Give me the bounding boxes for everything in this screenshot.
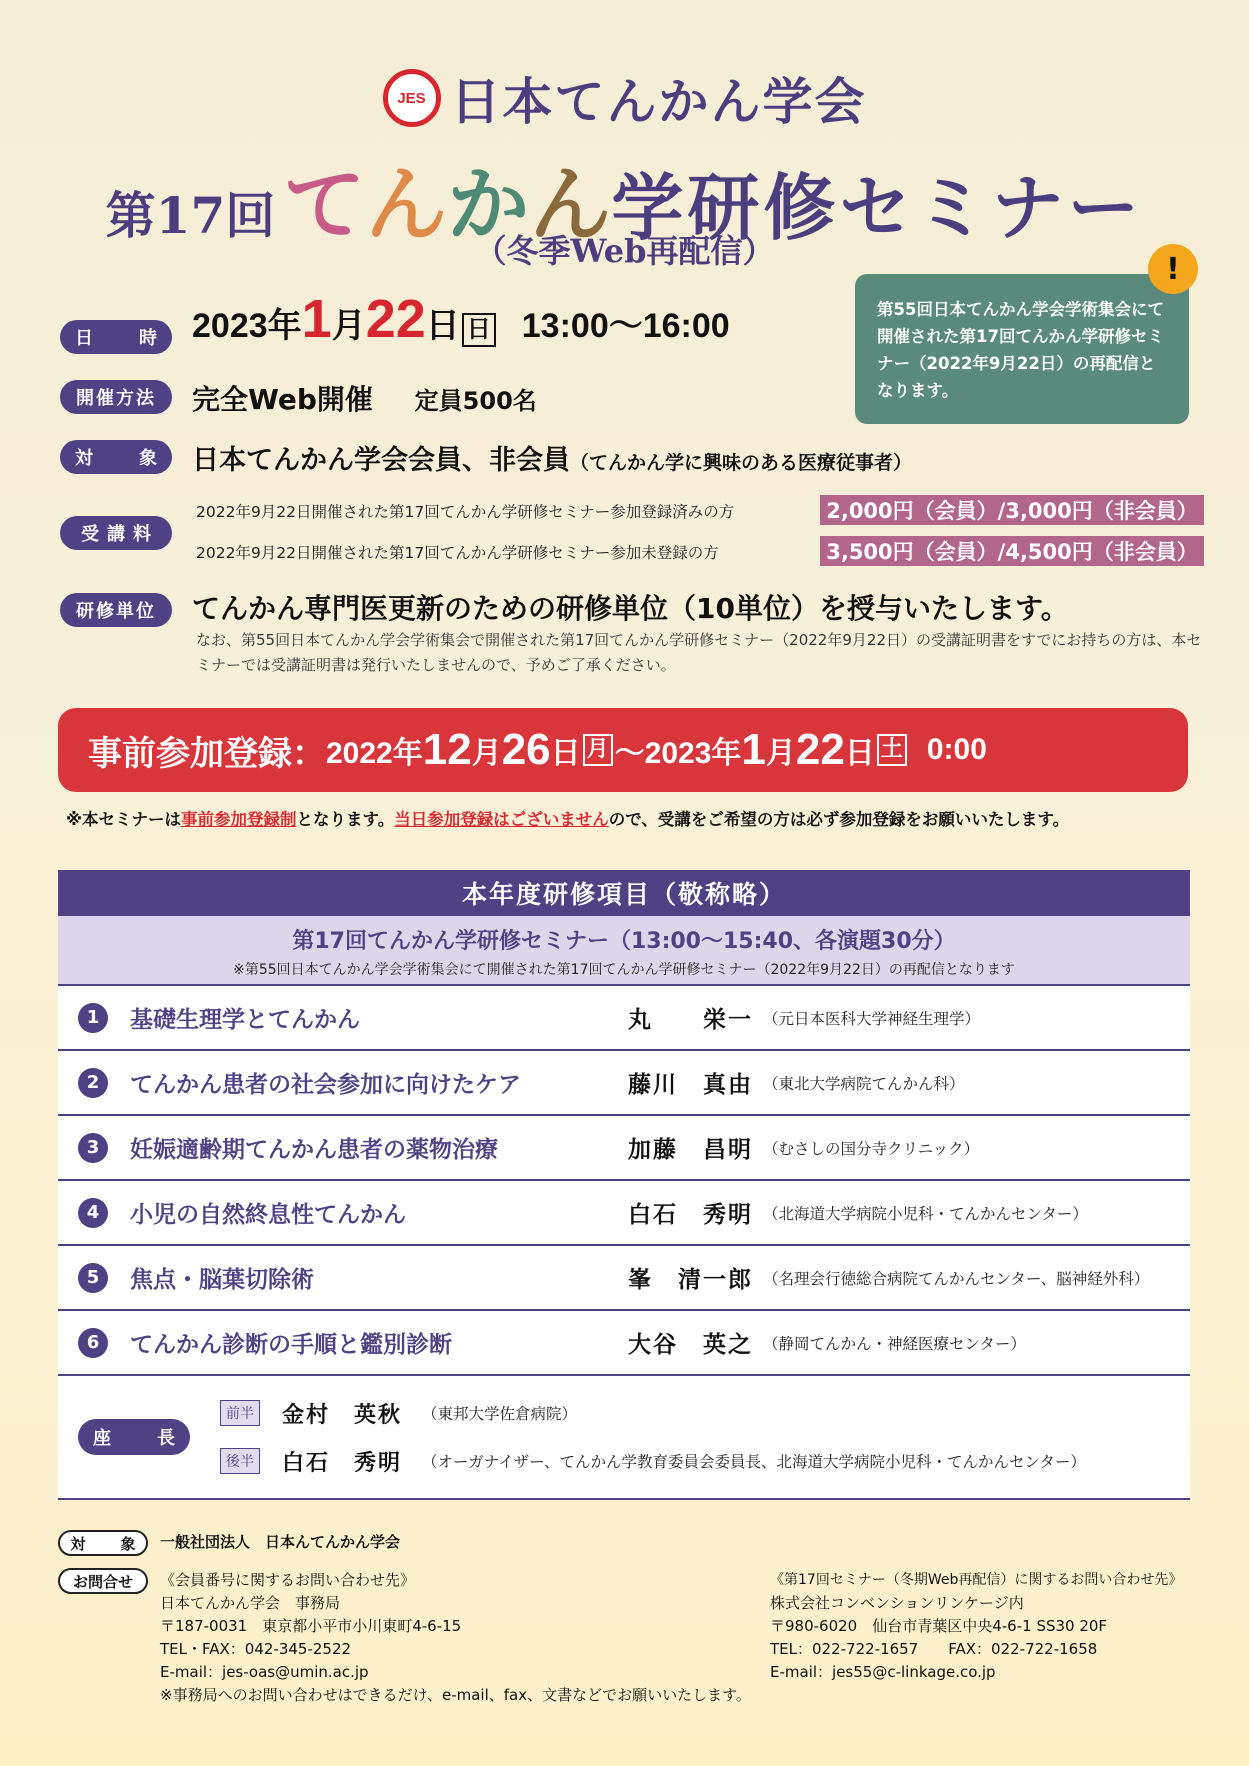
date-time: 13:00〜16:00	[521, 307, 730, 345]
registration-note	[66, 806, 1069, 830]
chair-affiliation: （東邦大学佐倉病院）	[422, 1405, 578, 1423]
chair-tag: 後半	[220, 1448, 260, 1474]
date-day: 22	[365, 289, 426, 349]
table-row	[58, 1181, 1190, 1246]
item-number: 4	[78, 1198, 108, 1228]
date-month: 1	[301, 289, 332, 349]
item-number: 1	[78, 1003, 108, 1033]
program-sub-note: ※第55回日本てんかん学会学術集会にて開催された第17回てんかん学研修セミナー（2022年9月22日）の再配信となります	[233, 962, 1015, 978]
item-speaker: 大谷 英之	[628, 1332, 753, 1358]
program-sub-title: 第17回てんかん学研修セミナー（13:00〜15:40、各演題30分）	[292, 929, 956, 954]
contact-left-org: 日本てんかん学会 事務局	[160, 1594, 341, 1612]
title-char-2: ん	[365, 157, 448, 253]
fee-label: 受講料	[60, 516, 172, 550]
capacity-text: 定員500名	[414, 387, 537, 415]
item-speaker: 丸 栄一	[628, 1007, 753, 1033]
date-dow: 日	[462, 313, 496, 347]
chair-name: 白石 秀明	[282, 1450, 403, 1476]
contact-left-note: ※事務局へのお問い合わせはできるだけ、e-mail、fax、文書などでお願いいたします。	[160, 1686, 751, 1704]
reg-end-time: 0:00	[926, 733, 987, 766]
item-topic: てんかん診断の手順と鑑別診断	[130, 1332, 452, 1358]
title-char-3: か	[447, 157, 530, 253]
item-number: 6	[78, 1328, 108, 1358]
item-affiliation: （元日本医科大学神経生理学）	[763, 1009, 981, 1028]
date-day-unit: 日	[425, 307, 460, 345]
item-speaker: 加藤 昌明	[628, 1137, 753, 1163]
chair-row	[220, 1389, 1086, 1437]
jes-logo	[383, 69, 441, 127]
table-row	[58, 986, 1190, 1051]
fee-price-2: 3,500円（会員）/4,500円（非会員）	[820, 536, 1204, 566]
item-topic: 妊娠適齢期てんかん患者の薬物治療	[130, 1137, 498, 1163]
contact-right-tel: TEL：022-722-1657 FAX：022-722-1658	[770, 1640, 1098, 1658]
fee-price-1: 2,000円（会員）/3,000円（非会員）	[820, 495, 1204, 525]
reg-start-month: 12	[422, 725, 472, 774]
item-topic: 基礎生理学とてんかん	[130, 1007, 360, 1033]
reg-day-unit: 日	[550, 737, 581, 770]
contact-right-address: 〒980-6020 仙台市青葉区中央4-6-1 SS30 20F	[770, 1617, 1108, 1635]
reg-start-year: 2022年	[326, 737, 423, 770]
contact-left-email[interactable]: E-mail：jes-oas@umin.ac.jp	[160, 1663, 369, 1681]
reg-tilde: 〜	[614, 737, 645, 770]
registration-label: 事前参加登録：	[88, 733, 326, 774]
contact-right-org: 株式会社コンベンションリンケージ内	[770, 1594, 1024, 1612]
contact-left-address: 〒187-0031 東京都小平市小川東町4-6-15	[160, 1617, 462, 1635]
reg-day-unit-2: 日	[844, 737, 875, 770]
contact-left-heading: 《会員番号に関するお問い合わせ先》	[160, 1571, 416, 1589]
item-number: 5	[78, 1263, 108, 1293]
reg-month-unit: 月	[471, 737, 502, 770]
reg-start-dow: 月	[583, 734, 613, 766]
title-char-1: て	[283, 157, 366, 253]
item-speaker: 峯 清一郎	[628, 1267, 753, 1293]
item-affiliation: （東北大学病院てんかん科）	[763, 1074, 965, 1093]
chair-list	[220, 1389, 1086, 1485]
chair-row	[220, 1437, 1086, 1485]
host-label: 対 象	[58, 1530, 148, 1556]
reg-end-year: 2023年	[644, 737, 742, 770]
contact-right	[770, 1569, 1230, 1684]
date-month-unit: 月	[331, 307, 366, 345]
org-name: 日本てんかん学会	[450, 72, 867, 131]
reg-note-a: ※本セミナーは	[66, 810, 182, 829]
title-rest: 学研修セミナー	[611, 165, 1144, 250]
reg-end-month: 1	[741, 725, 766, 774]
method-value	[192, 378, 537, 418]
registration-banner	[58, 708, 1188, 792]
item-topic: 焦点・脳葉切除術	[130, 1267, 314, 1293]
reg-note-c: となります。	[296, 810, 395, 829]
table-row	[58, 1116, 1190, 1181]
exclamation-icon: !	[1148, 244, 1198, 294]
title-prefix: 第17回	[105, 186, 276, 245]
chair-tag: 前半	[220, 1400, 260, 1426]
item-affiliation: （むさしの国分寺クリニック）	[763, 1139, 980, 1158]
host-text: 一般社団法人 日本んてんかん学会	[160, 1533, 401, 1551]
reg-note-d: 当日参加登録はございません	[394, 810, 609, 829]
item-affiliation: （静岡てんかん・神経医療センター）	[763, 1334, 1026, 1353]
chair-name: 金村 英秋	[282, 1402, 403, 1428]
target-value	[192, 438, 912, 477]
date-label: 日 時	[60, 320, 172, 354]
notice-text: 第55回日本てんかん学会学術集会にて開催された第17回てんかん学研修セミナー（2022年9月22日）の再配信となります。	[877, 300, 1164, 400]
item-speaker: 藤川 真由	[628, 1072, 753, 1098]
title-char-4: ん	[529, 157, 612, 253]
item-number: 2	[78, 1068, 108, 1098]
org-header	[0, 62, 1249, 134]
method-text: 完全Web開催	[192, 383, 373, 416]
chair-affiliation: （オーガナイザー、てんかん学教育委員会委員長、北海道大学病院小児科・てんかんセンター）	[422, 1453, 1086, 1471]
contact-left	[160, 1569, 760, 1707]
method-label: 開催方法	[60, 380, 172, 414]
subtitle: （冬季Web再配信）	[474, 232, 775, 270]
credit-note: なお、第55回日本てんかん学会学術集会で開催された第17回てんかん学研修セミナー（2022年9月22日）の受講証明書をすでにお持ちの方は、本セミナーでは受講証明書は発行いたしませんので、予めご了承ください。	[196, 631, 1202, 674]
fee-desc-1: 2022年9月22日開催された第17回てんかん学研修セミナー参加登録済みの方	[196, 503, 735, 521]
reg-note-e: ので、受講をご希望の方は必ず参加登録をお願いいたします。	[608, 810, 1070, 829]
item-number: 3	[78, 1133, 108, 1163]
target-label: 対 象	[60, 440, 172, 474]
reg-end-dow: 土	[877, 734, 907, 766]
logo-text: JES	[397, 89, 426, 107]
reg-end-day: 22	[795, 725, 845, 774]
table-row	[58, 1051, 1190, 1116]
item-topic: 小児の自然終息性てんかん	[130, 1202, 406, 1228]
reg-month-unit-2: 月	[765, 737, 796, 770]
program-subheader	[58, 916, 1190, 986]
chair-section	[58, 1376, 1190, 1500]
credit-text: てんかん専門医更新のための研修単位（10単位）を授与いたします。	[192, 592, 1069, 625]
contact-right-heading: 《第17回セミナー（冬期Web再配信）に関するお問い合わせ先》	[770, 1572, 1183, 1588]
fee-desc-2: 2022年9月22日開催された第17回てんかん学研修セミナー参加未登録の方	[196, 544, 719, 562]
date-year: 2023年	[192, 307, 302, 345]
target-note: （てんかん学に興味のある医療従事者）	[570, 452, 913, 474]
event-date	[192, 288, 730, 350]
table-row	[58, 1311, 1190, 1376]
credit-label: 研修単位	[60, 593, 172, 627]
contact-right-email[interactable]: E-mail：jes55@c-linkage.co.jp	[770, 1663, 996, 1681]
program-table	[58, 870, 1190, 1500]
notice-box	[855, 274, 1189, 424]
item-affiliation: （北海道大学病院小児科・てんかんセンター）	[763, 1204, 1088, 1223]
chair-label: 座 長	[78, 1419, 190, 1455]
reg-note-b: 事前参加登録制	[181, 810, 297, 829]
item-speaker: 白石 秀明	[628, 1202, 753, 1228]
item-affiliation: （名理会行徳総合病院てんかんセンター、脳神経外科）	[763, 1269, 1150, 1288]
table-row	[58, 1246, 1190, 1311]
program-heading: 本年度研修項目（敬称略）	[58, 870, 1190, 916]
contact-label: お問合せ	[58, 1568, 148, 1594]
target-main: 日本てんかん学会会員、非会員	[192, 445, 570, 476]
contact-left-tel: TEL・FAX：042-345-2522	[160, 1640, 352, 1658]
reg-start-day: 26	[501, 725, 551, 774]
item-topic: てんかん患者の社会参加に向けたケア	[130, 1072, 521, 1098]
